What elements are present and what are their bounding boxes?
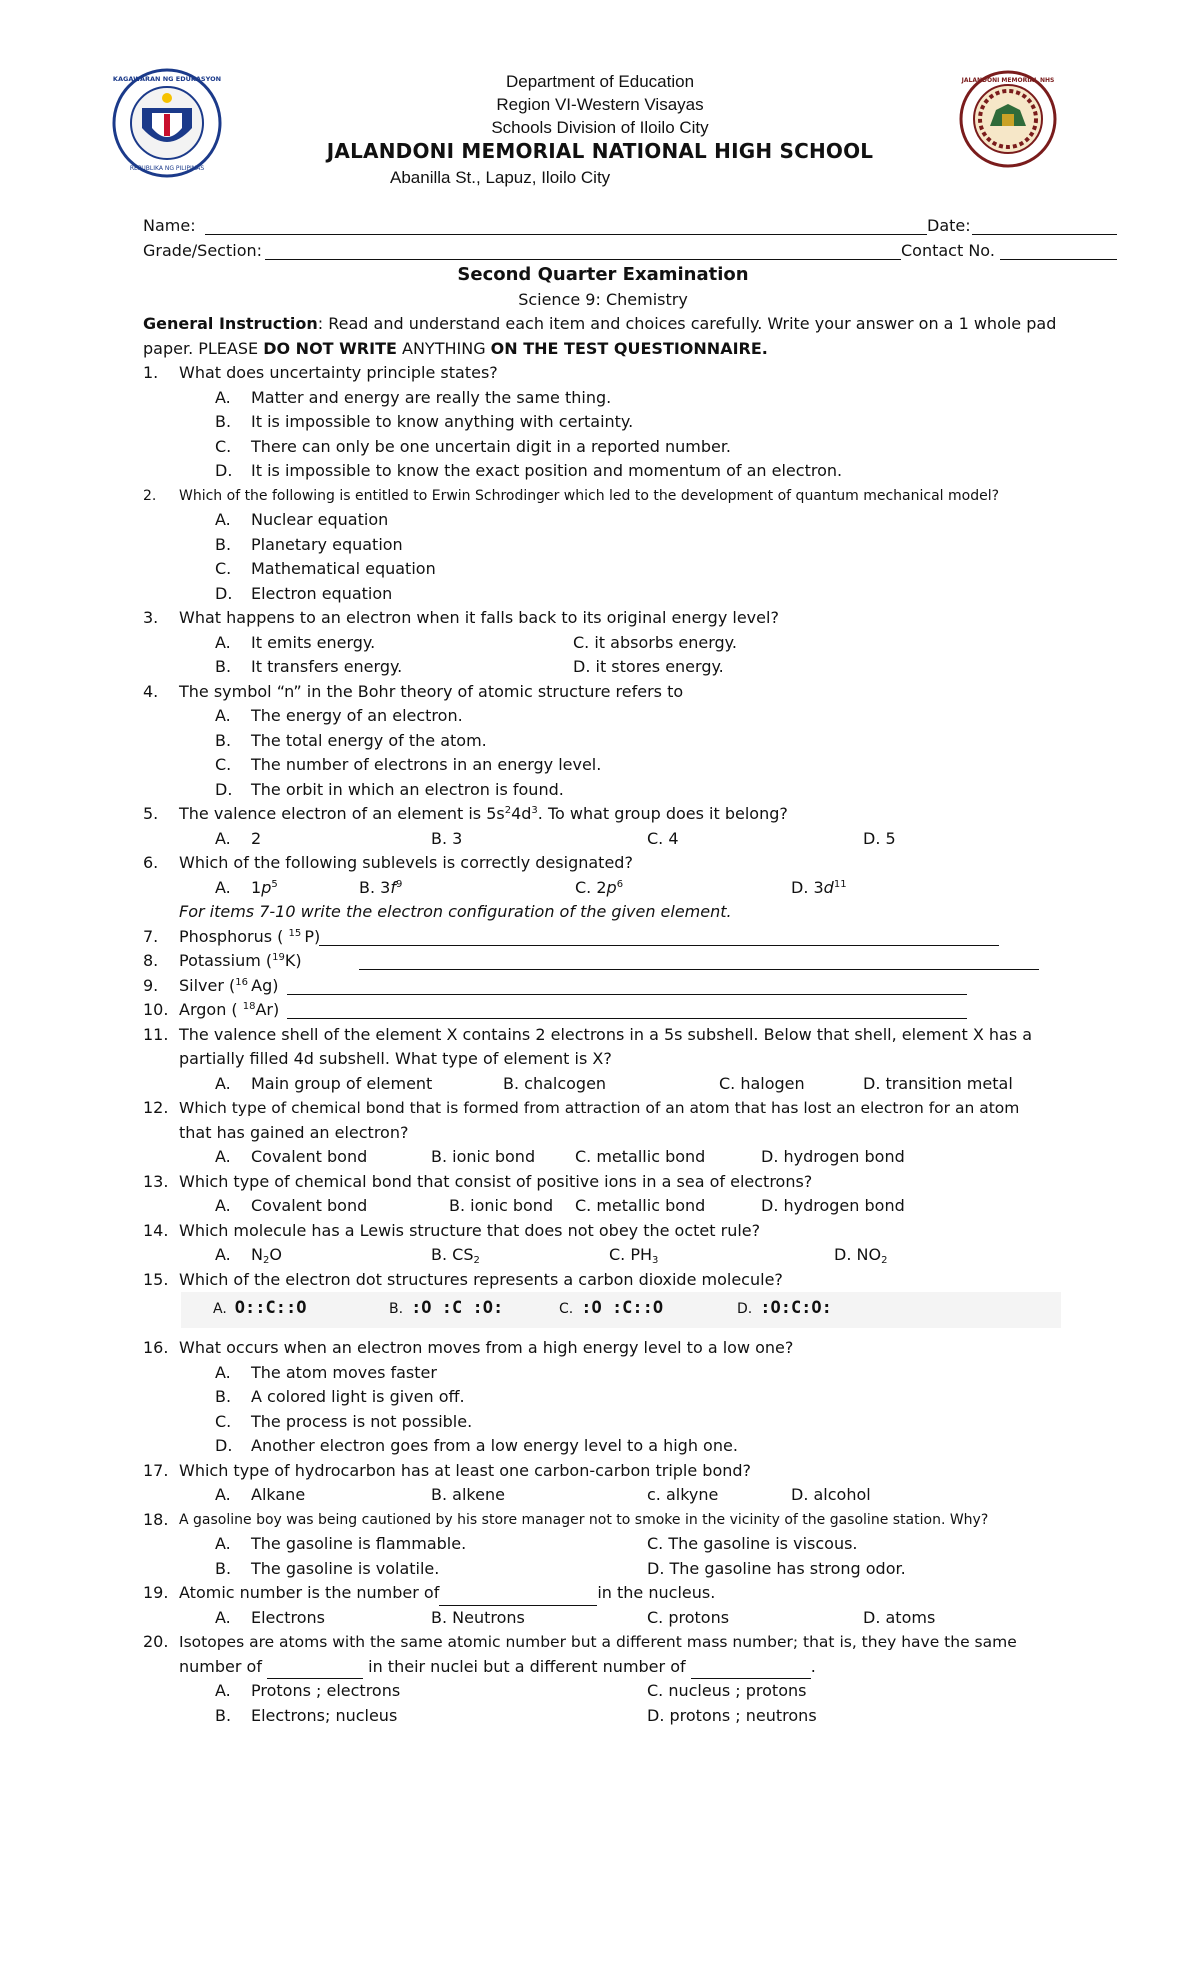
choice-row — [143, 655, 1063, 680]
choice-text: Planetary equation — [251, 534, 403, 554]
superscript: 5 — [271, 878, 278, 890]
question-text — [179, 998, 279, 1023]
choice-text: The process is not possible. — [251, 1411, 473, 1431]
choice-letter: A. — [213, 1301, 227, 1317]
question-number: 10. — [143, 1000, 169, 1019]
question-14 — [143, 1219, 1063, 1244]
superscript: 6 — [616, 878, 624, 890]
choice-letter: D. — [737, 1301, 753, 1317]
question-17 — [143, 1459, 1063, 1484]
choice-text: B. 3 — [431, 828, 463, 848]
choice-letter: A. — [215, 1147, 231, 1166]
choice-letter: D. — [215, 461, 233, 480]
question-16 — [143, 1336, 1063, 1361]
choice-row — [143, 582, 1063, 607]
choice-text: C. 4 — [647, 828, 679, 848]
question-number: 5. — [143, 804, 159, 823]
choice-row — [143, 1483, 1063, 1508]
choice-letter: C. — [215, 755, 232, 774]
choice-row — [143, 1557, 1063, 1582]
choice-text — [791, 876, 847, 901]
superscript: 15 — [288, 927, 305, 939]
header-region: Region VI-Western Visayas — [496, 95, 704, 114]
choice-text: C. it absorbs energy. — [573, 632, 737, 652]
choice-text: The total energy of the atom. — [251, 730, 487, 750]
choice-text: C. protons — [647, 1607, 730, 1627]
choice-letter: A. — [215, 1196, 231, 1215]
question-text: What occurs when an electron moves from a high energy level to a low one? — [179, 1338, 794, 1357]
choice-part: N — [251, 1245, 263, 1264]
choice-row — [143, 704, 1063, 729]
question-number: 2. — [143, 487, 157, 504]
instruction-line-1 — [143, 312, 1063, 337]
choice-letter: B. — [215, 412, 232, 431]
choice-text: Alkane — [251, 1485, 306, 1504]
answer-blank[interactable] — [267, 1661, 363, 1679]
question-20-cont — [143, 1655, 1063, 1680]
question-text-part: Potassium ( — [179, 951, 273, 970]
dot-structure: O::C::O — [234, 1298, 307, 1318]
superscript: 3 — [531, 805, 538, 816]
name-label: Name: — [143, 216, 196, 235]
choice-text: B. Neutrons — [431, 1607, 525, 1627]
choice-letter: A. — [215, 1534, 231, 1553]
answer-blank[interactable] — [691, 1661, 811, 1679]
subscript: 2 — [262, 1255, 270, 1266]
header-department: Department of Education — [505, 72, 695, 91]
question-4 — [143, 680, 1063, 705]
choice-text: It transfers energy. — [251, 657, 403, 676]
answer-blank[interactable] — [287, 977, 967, 995]
question-text: The symbol “n” in the Bohr theory of atomic structure refers to — [179, 681, 684, 701]
question-text-part: . — [810, 1656, 816, 1676]
choice-text — [834, 1243, 887, 1268]
instruction-text-part: ANYTHING — [396, 338, 491, 358]
question-text: A gasoline boy was being cautioned by his store manager not to smoke in the vicinity of the gasoline station. Why? — [179, 1511, 989, 1528]
question-text-part: Ar) — [255, 1000, 280, 1019]
question-text-part: . To what group does it belong? — [537, 804, 788, 823]
choice-text: B. ionic bond — [431, 1147, 536, 1166]
choice-row — [143, 1194, 1063, 1219]
question-19 — [143, 1581, 1063, 1606]
choice-row — [143, 1532, 1063, 1557]
choice-text: D. hydrogen bond — [761, 1196, 905, 1215]
choice-text: C. metallic bond — [575, 1147, 706, 1166]
choice-text: D. protons ; neutrons — [647, 1705, 817, 1725]
choice-text: Protons ; electrons — [251, 1681, 401, 1700]
question-5 — [143, 802, 1063, 827]
svg-text:JALANDONI MEMORIAL NHS: JALANDONI MEMORIAL NHS — [961, 77, 1055, 84]
choice-text: B. alkene — [431, 1485, 505, 1504]
answer-blank[interactable] — [359, 952, 1039, 970]
choice-letter: A. — [215, 387, 231, 407]
instruction-line-2 — [143, 337, 1063, 362]
dot-choice-c — [559, 1296, 663, 1322]
choice-letter: B. — [215, 1558, 232, 1578]
choice-text: 2 — [251, 828, 262, 848]
question-number: 7. — [143, 926, 159, 946]
svg-text:KAGAWARAN NG EDUKASYON: KAGAWARAN NG EDUKASYON — [112, 75, 222, 83]
choice-part: C. 2 — [575, 877, 607, 897]
dot-structure: :O :C :O: — [411, 1298, 504, 1318]
contact-field[interactable] — [1000, 242, 1117, 260]
date-label: Date: — [927, 216, 971, 235]
choice-text: The orbit in which an electron is found. — [251, 779, 564, 799]
choice-letter: D. — [215, 1436, 233, 1455]
subscript: 3 — [652, 1255, 659, 1266]
choice-row — [143, 410, 1063, 435]
superscript: 2 — [504, 805, 512, 816]
subscript: 2 — [473, 1255, 480, 1266]
choice-row — [143, 1072, 1063, 1097]
choice-row — [143, 508, 1063, 533]
choice-row — [143, 1606, 1063, 1631]
choice-row — [143, 1410, 1063, 1435]
choice-text: D. atoms — [863, 1607, 936, 1627]
question-text: Which type of chemical bond that consist of positive ions in a sea of electrons? — [179, 1171, 813, 1191]
question-8 — [143, 949, 1063, 974]
dot-structure: :O:C:O: — [760, 1298, 832, 1318]
exam-subject: Science 9: Chemistry — [518, 289, 688, 309]
choice-part: D. 3 — [791, 877, 824, 897]
choice-part: B. 3 — [359, 877, 391, 897]
question-number: 19. — [143, 1583, 169, 1602]
choice-row — [143, 1145, 1063, 1170]
choice-letter: A. — [215, 510, 231, 529]
question-text — [179, 802, 788, 827]
question-text-part: Ag) — [251, 975, 279, 995]
question-number: 15. — [143, 1269, 169, 1289]
choice-text: Covalent bond — [251, 1196, 368, 1215]
answer-blank[interactable] — [287, 1001, 967, 1019]
choice-letter: A. — [215, 1485, 231, 1504]
superscript: 19 — [272, 952, 285, 963]
question-text: Which of the following sublevels is correctly designated? — [179, 853, 633, 872]
choice-row — [143, 386, 1063, 411]
choice-text: D. transition metal — [863, 1073, 1013, 1093]
choice-text: Covalent bond — [251, 1147, 368, 1166]
choice-row — [143, 778, 1063, 803]
question-number: 14. — [143, 1220, 169, 1240]
choice-part: O — [269, 1245, 282, 1264]
svg-text:REPUBLIKA NG PILIPINAS: REPUBLIKA NG PILIPINAS — [129, 165, 205, 172]
question-text: Which of the following is entitled to Erwin Schrodinger which led to the development of quantum mechanical model? — [179, 487, 1000, 504]
choice-text — [609, 1243, 658, 1268]
dot-choice-b — [389, 1296, 503, 1322]
header-school-name: JALANDONI MEMORIAL NATIONAL HIGH SCHOOL — [326, 139, 874, 163]
exam-title: Second Quarter Examination — [457, 264, 749, 285]
choice-letter: A. — [215, 1607, 231, 1627]
choice-text — [359, 876, 402, 901]
choice-text: D. alcohol — [791, 1485, 871, 1504]
question-text: What does uncertainty principle states? — [179, 363, 498, 382]
question-number: 17. — [143, 1460, 169, 1480]
question-1 — [143, 361, 1063, 386]
instruction-emphasis: DO NOT WRITE — [263, 338, 397, 358]
grade-section-field[interactable] — [265, 242, 901, 260]
choice-text: Electron equation — [251, 583, 393, 603]
subscript: 2 — [881, 1255, 888, 1266]
choice-text — [575, 876, 623, 901]
choice-text: c. alkyne — [647, 1485, 719, 1504]
choice-letter: A. — [215, 632, 231, 652]
question-text-part: Phosphorus ( — [179, 926, 289, 946]
question-number: 6. — [143, 853, 159, 872]
question-12-cont — [143, 1121, 1063, 1146]
question-number: 12. — [143, 1098, 169, 1117]
question-12 — [143, 1096, 1063, 1121]
name-date-row — [143, 214, 1063, 239]
choice-part: B. CS — [431, 1245, 474, 1264]
question-text: Which type of chemical bond that is formed from attraction of an atom that has lost an electron for an atom — [179, 1099, 1020, 1117]
choice-text: C. halogen — [719, 1073, 805, 1093]
choice-part: p — [606, 877, 617, 897]
choice-letter: B. — [215, 1705, 232, 1725]
choice-letter: D. — [215, 779, 233, 799]
choice-row — [143, 1385, 1063, 1410]
question-text-part: in their nuclei but a different number of — [363, 1656, 691, 1676]
choice-text: A colored light is given off. — [251, 1387, 465, 1406]
question-number: 4. — [143, 681, 159, 701]
choice-letter: A. — [215, 877, 231, 897]
choice-part: f — [390, 877, 396, 897]
choice-text — [251, 1243, 282, 1268]
question-text-part: 4d — [511, 804, 532, 823]
question-20 — [143, 1630, 1063, 1655]
choice-text: C. nucleus ; protons — [647, 1681, 807, 1700]
contact-label: Contact No. — [901, 240, 995, 260]
grade-section-label: Grade/Section: — [143, 240, 263, 260]
choice-row — [143, 1434, 1063, 1459]
choice-text: It is impossible to know the exact position and momentum of an electron. — [251, 461, 843, 480]
question-number: 16. — [143, 1338, 169, 1357]
choice-letter: A. — [215, 828, 231, 848]
question-text-part: P) — [304, 926, 321, 946]
choice-letter: C. — [215, 1411, 232, 1431]
choice-letter: A. — [215, 1245, 231, 1264]
choice-text: Another electron goes from a low energy level to a high one. — [251, 1436, 738, 1455]
choice-letter: C. — [559, 1301, 574, 1317]
question-11 — [143, 1023, 1063, 1048]
choice-letter: B. — [389, 1301, 404, 1317]
choice-text: It is impossible to know anything with certainty. — [251, 412, 634, 431]
instruction-text: : Read and understand each item and choices carefully. Write your answer on a 1 whole pad — [317, 314, 1057, 333]
question-13 — [143, 1170, 1063, 1195]
choice-row — [143, 729, 1063, 754]
choice-text: The gasoline is flammable. — [251, 1534, 467, 1553]
choice-letter: A. — [215, 706, 231, 725]
instruction-text-part: paper. PLEASE — [143, 338, 264, 358]
question-number: 20. — [143, 1632, 169, 1651]
choice-row — [143, 1361, 1063, 1386]
choice-text: Mathematical equation — [251, 559, 436, 578]
choice-row — [143, 533, 1063, 558]
dot-choice-a — [213, 1296, 306, 1322]
exam-body — [143, 214, 1063, 1728]
choice-letter: C. — [215, 436, 232, 456]
choice-letter: C. — [215, 559, 232, 578]
choice-text: Nuclear equation — [251, 510, 389, 529]
choice-row — [143, 631, 1063, 656]
answer-blank[interactable] — [319, 928, 999, 946]
choice-text — [431, 1243, 480, 1268]
choice-text: B. ionic bond — [449, 1196, 554, 1215]
superscript: 11 — [833, 878, 847, 890]
choice-letter: A. — [215, 1073, 231, 1093]
choice-row — [143, 435, 1063, 460]
choice-row — [143, 1679, 1063, 1704]
choice-text: Main group of element — [251, 1073, 433, 1093]
choice-row — [143, 827, 1063, 852]
question-15 — [143, 1268, 1063, 1293]
question-text: Which type of hydrocarbon has at least one carbon-carbon triple bond? — [179, 1460, 752, 1480]
question-2 — [143, 484, 1063, 509]
question-text — [179, 974, 279, 999]
electron-dot-choices — [143, 1292, 1063, 1336]
header-division: Schools Division of Iloilo City — [491, 118, 709, 137]
question-text: that has gained an electron? — [179, 1122, 409, 1142]
choice-letter: B. — [215, 657, 232, 676]
choice-text: D. hydrogen bond — [761, 1147, 905, 1166]
choice-row — [143, 876, 1063, 901]
superscript: 16 — [235, 976, 252, 988]
question-text: The valence shell of the element X contains 2 electrons in a 5s subshell. Below that shell, element X has a — [179, 1024, 1033, 1044]
question-number: 1. — [143, 363, 159, 382]
superscript: 9 — [395, 878, 403, 890]
choice-text: Matter and energy are really the same thing. — [251, 387, 612, 407]
choice-letter: B. — [215, 1387, 232, 1406]
choice-letter: B. — [215, 730, 232, 750]
choice-text: The number of electrons in an energy level. — [251, 755, 602, 774]
question-3 — [143, 606, 1063, 631]
question-text: Which of the electron dot structures represents a carbon dioxide molecule? — [179, 1269, 783, 1289]
choice-letter: A. — [215, 1681, 231, 1700]
question-text-part: Silver ( — [179, 975, 236, 995]
section-instruction: For items 7-10 write the electron configuration of the given element. — [179, 902, 732, 921]
choice-text: D. 5 — [863, 828, 896, 848]
choice-part: C. PH — [609, 1245, 653, 1264]
instruction-items-7-10 — [143, 900, 1063, 925]
choice-row — [143, 557, 1063, 582]
question-number: 11. — [143, 1024, 169, 1044]
electron-dot-image — [181, 1292, 1061, 1328]
question-text-part: Argon ( — [179, 1000, 243, 1019]
question-6 — [143, 851, 1063, 876]
question-text: Isotopes are atoms with the same atomic number but a different mass number; that is, they have the same — [179, 1633, 1017, 1651]
choice-text: The atom moves faster — [251, 1362, 437, 1382]
choice-text: D. it stores energy. — [573, 657, 724, 676]
answer-blank[interactable] — [439, 1588, 597, 1606]
question-text-part: Atomic number is the number of — [179, 1583, 440, 1602]
choice-part: p — [261, 877, 272, 897]
question-10 — [143, 998, 1063, 1023]
question-text — [179, 1655, 816, 1680]
choice-letter: B. — [215, 534, 232, 554]
question-number: 13. — [143, 1171, 169, 1191]
question-text — [179, 949, 302, 974]
question-text: partially filled 4d subshell. What type of element is X? — [179, 1049, 612, 1068]
question-7 — [143, 925, 1063, 950]
question-text — [179, 925, 320, 950]
question-text-part: in the nucleus. — [597, 1583, 716, 1602]
choice-part: d — [823, 877, 834, 897]
choice-part: D. NO — [834, 1245, 882, 1264]
question-number: 18. — [143, 1509, 169, 1529]
question-text: What happens to an electron when it falls back to its original energy level? — [179, 608, 779, 627]
choice-text: The energy of an electron. — [251, 706, 463, 725]
choice-text: There can only be one uncertain digit in a reported number. — [251, 436, 732, 456]
choice-letter: A. — [215, 1362, 231, 1382]
question-18 — [143, 1508, 1063, 1533]
choice-row — [143, 459, 1063, 484]
choice-text: D. The gasoline has strong odor. — [647, 1558, 906, 1578]
dot-choice-d — [737, 1296, 832, 1322]
question-text-part: K) — [284, 951, 302, 970]
choice-letter: D. — [215, 583, 233, 603]
question-text — [179, 1581, 715, 1606]
name-field[interactable] — [205, 217, 927, 235]
choice-text: The gasoline is volatile. — [251, 1558, 440, 1578]
choice-text: B. chalcogen — [503, 1073, 607, 1093]
question-9 — [143, 974, 1063, 999]
superscript: 18 — [242, 1001, 256, 1012]
choice-row — [143, 1243, 1063, 1268]
date-field[interactable] — [972, 217, 1117, 235]
question-text-part: The valence electron of an element is 5s — [179, 804, 505, 823]
instruction-emphasis: ON THE TEST QUESTIONNAIRE. — [490, 338, 768, 358]
question-number: 9. — [143, 975, 159, 995]
choice-text: Electrons — [251, 1607, 325, 1627]
choice-text: It emits energy. — [251, 632, 376, 652]
question-text-part: number of — [179, 1656, 268, 1676]
choice-row — [143, 753, 1063, 778]
instruction-label: General Instruction — [143, 314, 318, 333]
choice-text — [251, 876, 278, 901]
question-11-cont — [143, 1047, 1063, 1072]
header-address: Abanilla St., Lapuz, Iloilo City — [390, 168, 611, 187]
choice-part: 1 — [251, 877, 262, 897]
grade-contact-row — [143, 239, 1063, 264]
question-number: 8. — [143, 951, 159, 970]
dot-structure: :O :C::O — [581, 1298, 664, 1318]
choice-text: Electrons; nucleus — [251, 1705, 398, 1725]
question-number: 3. — [143, 608, 159, 627]
question-text: Which molecule has a Lewis structure that does not obey the octet rule? — [179, 1220, 761, 1240]
choice-text: C. metallic bond — [575, 1196, 706, 1215]
choice-row — [143, 1704, 1063, 1729]
choice-text: C. The gasoline is viscous. — [647, 1534, 858, 1553]
